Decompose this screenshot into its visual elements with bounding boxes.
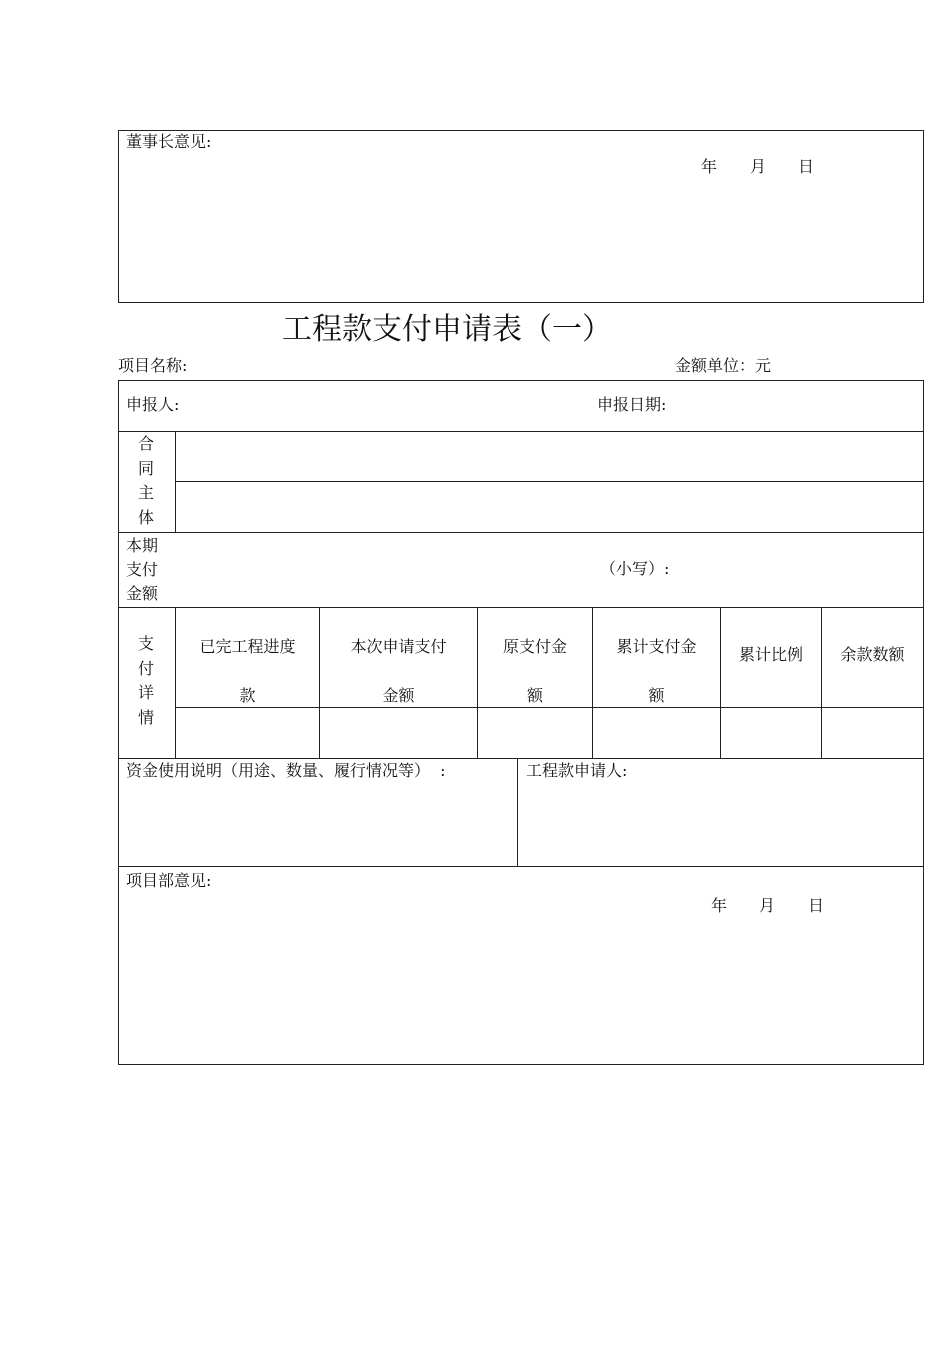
application-date-label: 申报日期:: [597, 395, 667, 414]
chairman-opinion-label: 董事长意见:: [126, 132, 212, 151]
contract-subject-label: [136, 432, 156, 530]
payment-applicant-label: 工程款申请人:: [526, 761, 628, 780]
amount-unit-label: 金额单位：元: [675, 356, 772, 375]
contract-subject-char: 主: [137, 483, 154, 502]
row-divider: [175, 481, 924, 482]
row-divider: [118, 431, 924, 432]
column-header-cumulative-paid: 累计支付金 额: [616, 637, 697, 705]
payment-details-char: 详: [137, 683, 154, 702]
contract-subject-char: 同: [137, 458, 154, 478]
current-amount-label-line: 支付: [126, 560, 159, 579]
payment-details-char: 情: [137, 707, 154, 727]
project-dept-date-year: 年: [711, 896, 728, 915]
chairman-date-day: 日: [798, 157, 815, 176]
fund-usage-label: 资金使用说明（用途、数量、履行情况等） :: [126, 761, 446, 780]
contract-subject-char: 体: [137, 507, 154, 527]
contract-subject-char: 合: [137, 434, 154, 453]
row-divider: [118, 607, 924, 608]
column-header-previous-paid: 原支付金 额: [502, 637, 567, 705]
current-amount-label-line: 金额: [126, 584, 159, 603]
current-amount-label: [126, 534, 158, 606]
lowercase-amount-label: （小写）:: [600, 559, 670, 578]
payment-details-label: [136, 632, 156, 730]
payment-details-char: 支: [137, 634, 154, 653]
chairman-opinion-section: [118, 130, 924, 303]
payment-form-table: [118, 380, 924, 1065]
form-title: 工程款支付申请表（一）: [282, 312, 612, 347]
row-divider: [118, 532, 924, 533]
label-column-divider: [175, 431, 176, 532]
column-header-cumulative-ratio: 累计比例: [738, 645, 803, 664]
project-dept-opinion-label: 项目部意见:: [126, 871, 212, 890]
column-header-current-request: 本次申请支付 金额: [350, 637, 447, 705]
row-divider: [118, 758, 924, 759]
column-header-completed-progress: 已完工程进度 款: [199, 637, 296, 705]
project-name-label: 项目名称:: [118, 356, 188, 375]
project-dept-date-day: 日: [808, 896, 825, 915]
fund-usage-divider: [517, 758, 518, 866]
detail-column-divider: [821, 607, 822, 758]
project-dept-date-month: 月: [759, 896, 776, 915]
row-divider: [118, 866, 924, 867]
column-header-remaining-amount: 余款数额: [840, 645, 905, 664]
detail-column-divider: [720, 607, 721, 758]
applicant-label: 申报人:: [126, 395, 180, 414]
chairman-date-month: 月: [750, 157, 767, 176]
payment-details-char: 付: [137, 658, 154, 678]
current-amount-label-line: 本期: [126, 536, 159, 555]
chairman-date-year: 年: [701, 157, 718, 176]
